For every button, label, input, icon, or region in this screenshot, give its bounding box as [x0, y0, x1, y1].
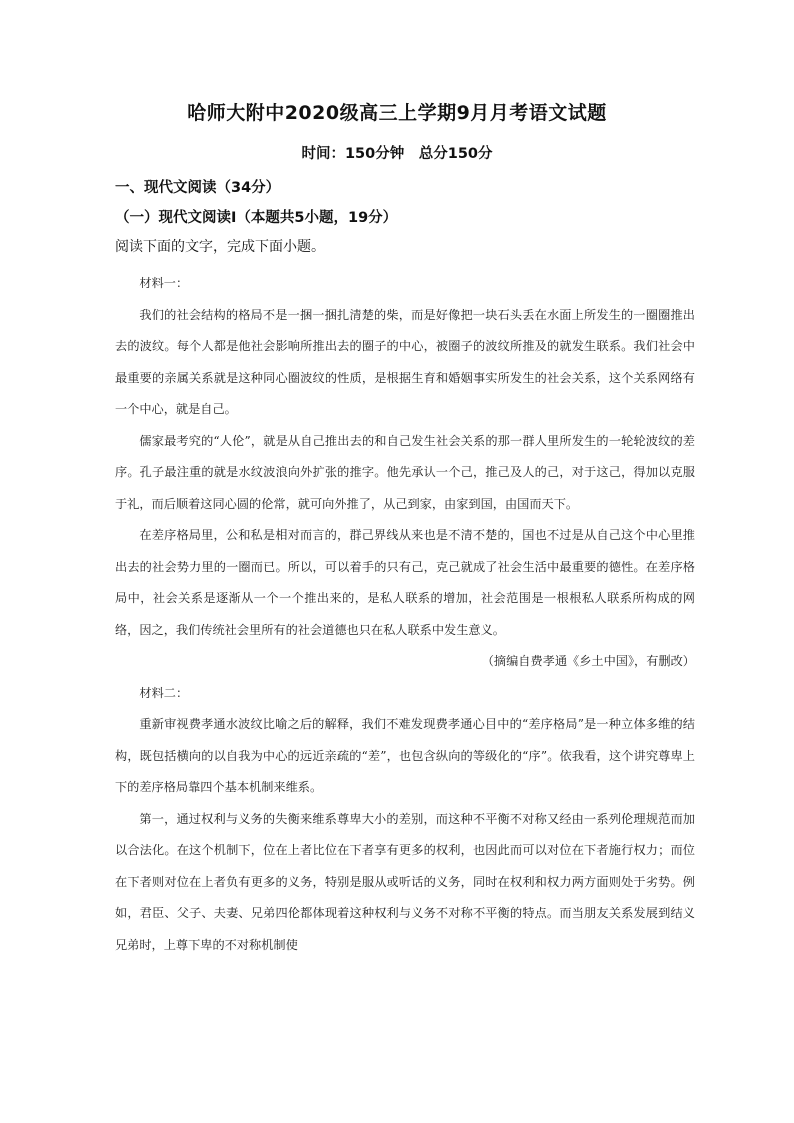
reading-passage — [115, 268, 695, 961]
exam-time-score: 时间：150分钟 总分150分 — [301, 146, 493, 162]
material-2-paragraph-1: 重新审视费孝通水波纹比喻之后的解释，我们不难发现费孝通心目中的“差序格局”是一种立体多维的结构，既包括横向的以自我为中心的远近亲疏的“差”，也包含纵向的等级化的“序”。依我看，这个讲究尊卑上下的差序格局靠四个基本机制来维系。 — [115, 717, 695, 794]
material-1-label: 材料一： — [139, 276, 189, 290]
material-1-paragraph-1: 我们的社会结构的格局不是一捆一捆扎清楚的柴，而是好像把一块石头丢在水面上所发生的一圈圈推出去的波纹。每个人都是他社会影响所推出去的圈子的中心，被圈子的波纹所推及的就发生联系。我们社会中最重要的亲属关系就是这种同心圈波纹的性质，是根据生育和婚姻事实所发生的社会关系，这个关系网络有一个中心，就是自己。 — [115, 307, 695, 416]
material-2-label: 材料二： — [139, 685, 189, 700]
subsection-heading-1: （一）现代文阅读Ⅰ（本题共5小题，19分） — [115, 210, 398, 226]
material-1-source: （摘编自费孝通《乡土中国》，有删改） — [481, 654, 695, 668]
material-2-paragraph-2: 第一，通过权利与义务的失衡来维系尊卑大小的差别，而这种不平衡不对称又经由一系列伦理规范而加以合法化。在这个机制下，位在上者比位在下者享有更多的权利，也因此而可以对位在下者施行权力；而位在下者则对位在上者负有更多的义务，特别是服从或听话的义务，同时在权利和权力两方面则处于劣势。例如，君臣、父子、夫妻、兄弟四伦都体现着这种权利与义务不对称不平衡的特点。而当朋友关系发展到结义兄弟时，上尊下卑的不对称机制使 — [115, 811, 695, 952]
exam-title: 哈师大附中2020级高三上学期9月月考语文试题 — [187, 102, 607, 124]
material-1-paragraph-2: 儒家最考究的“人伦”，就是从自己推出去的和自己发生社会关系的那一群人里所发生的一轮轮波纹的差序。孔子最注重的就是水纹波浪向外扩张的推字。他先承认一个己，推己及人的己，对于这己，得加以克服于礼，而后顺着这同心圆的伦常，就可向外推了，从己到家，由家到国，由国而天下。 — [115, 433, 695, 511]
reading-instruction: 阅读下面的文字，完成下面小题。 — [115, 239, 325, 255]
material-1-paragraph-3: 在差序格局里，公和私是相对而言的，群己界线从来也是不清不楚的，国也不过是从自己这个中心里推出去的社会势力里的一圈而已。所以，可以着手的只有己，克己就成了社会生活中最重要的德性。在差序格局中，社会关系是逐渐从一个一个推出来的，是私人联系的增加，社会范围是一根根私人联系所构成的网络，因之，我们传统社会里所有的社会道德也只在私人联系中发生意义。 — [115, 528, 695, 637]
section-heading-1: 一、现代文阅读（34分） — [115, 180, 281, 196]
